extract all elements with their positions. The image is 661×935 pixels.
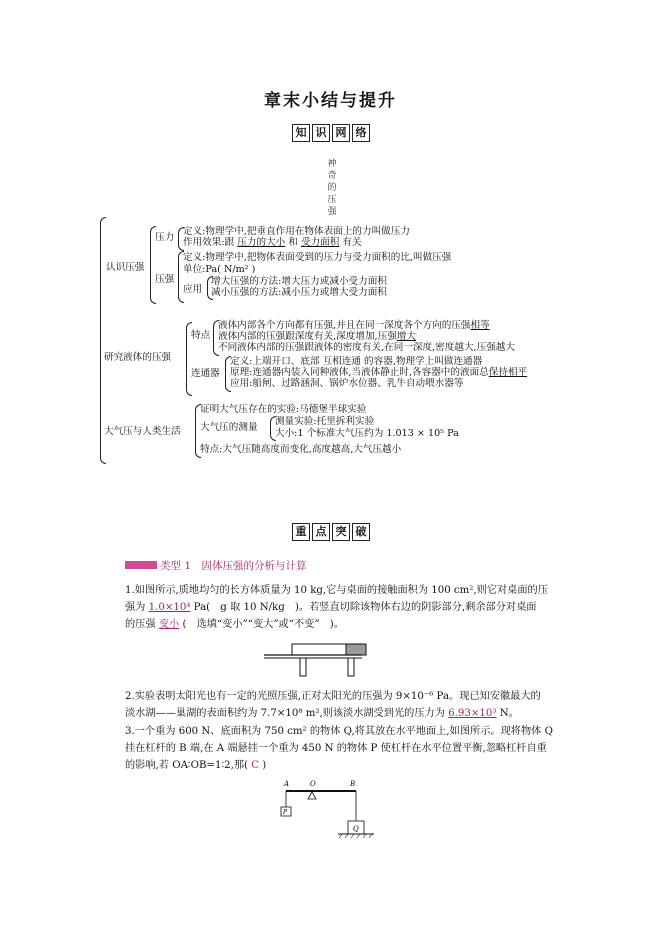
pressure-unit: 单位:Pa( N/m² )	[183, 264, 256, 275]
node-measure: 大气压的测量	[200, 422, 258, 433]
figure-block-on-table	[262, 642, 372, 678]
type-bar	[125, 561, 157, 569]
node-pressure: 认识压强	[106, 262, 145, 273]
liquid-feature-1: 液体内部各个方向都有压强,并且在同一深度各个方向的压强相等	[218, 320, 490, 331]
section-heading-key-points: 重 点 突 破	[292, 523, 370, 541]
answer-q1-change: 变小	[158, 619, 180, 630]
node-feature: 特点	[191, 330, 211, 341]
answer-level: 保持相平	[488, 367, 528, 378]
answer-q3-choice: C	[251, 760, 260, 771]
connector-definition: 定义:上端开口、底部 互相连通 的容器,物理学上叫做连通器	[230, 356, 483, 367]
table-leg-left	[300, 658, 306, 676]
liquid-feature-2: 液体内部的压强跟深度有关,深度增加,压强增大	[218, 331, 416, 342]
node-force: 压力	[155, 232, 175, 243]
type-heading: 类型 1 固体压强的分析与计算	[160, 560, 307, 572]
node-liquid-pressure: 研究液体的压强	[104, 352, 172, 363]
answer-force-size: 压力的大小	[237, 237, 286, 248]
node-atmosphere: 大气压与人类生活	[104, 426, 181, 437]
connector-application: 应用:船闸、过路涵洞、锅炉水位器、乳牛自动喂水器等	[230, 378, 464, 389]
label-o: O	[310, 780, 316, 788]
label-q: Q	[353, 825, 359, 833]
connector-principle: 原理:连通器内装入同种液体,当液体静止时,各容器中的液面总保持相平	[230, 367, 528, 378]
measure-experiment: 测量实验:托里拆利实验	[275, 416, 375, 427]
node-pressure-sub: 压强	[155, 274, 175, 285]
fulcrum	[308, 792, 316, 799]
vertical-note: 神 奇 的 压 强	[327, 159, 337, 217]
answer-increase: 增大	[396, 331, 416, 342]
answer-q2-force: 6.93×10³	[448, 708, 497, 719]
liquid-feature-3: 不同液体内部的压强跟液体的密度有关,在同一深度,密度越大,压强越大	[218, 342, 515, 353]
measure-value: 大小:1 个标准大气压约为 1.013 × 10⁵ Pa	[275, 428, 459, 439]
figure-lever	[272, 778, 382, 840]
table-leg-right	[348, 658, 354, 676]
node-connector: 连通器	[191, 368, 220, 379]
atmosphere-feature: 特点:大气压随高度而变化,高度越高,大气压越小	[200, 444, 402, 455]
force-definition: 定义:物理学中,把垂直作用在物体表面上的力叫做压力	[183, 226, 410, 237]
increase-pressure: 增大压强的方法:增大压力或减小受力面积	[211, 276, 387, 287]
answer-area: 受力面积	[300, 237, 340, 248]
label-p: P	[283, 809, 288, 816]
force-effect: 作用效果:跟 压力的大小 和 受力面积 有关	[183, 237, 362, 248]
atmosphere-proof: 证明大气压存在的实验:马德堡半球实验	[200, 404, 367, 415]
decrease-pressure: 减小压强的方法:减小压力或增大受力面积	[211, 287, 387, 298]
pressure-definition: 定义:物理学中,把物体表面受到的压力与受力面积的比,叫做压强	[183, 252, 452, 263]
label-b: B	[350, 780, 356, 788]
answer-q1-pressure: 1.0×10⁴	[148, 602, 191, 613]
shaded-part	[346, 644, 366, 655]
page-title: 章末小结与提升	[264, 91, 397, 111]
node-application: 应用	[183, 284, 203, 295]
block	[292, 644, 346, 655]
section-heading-knowledge-map: 知 识 网 络	[292, 124, 370, 142]
answer-equal: 相等	[470, 320, 490, 331]
label-a: A	[284, 780, 290, 788]
